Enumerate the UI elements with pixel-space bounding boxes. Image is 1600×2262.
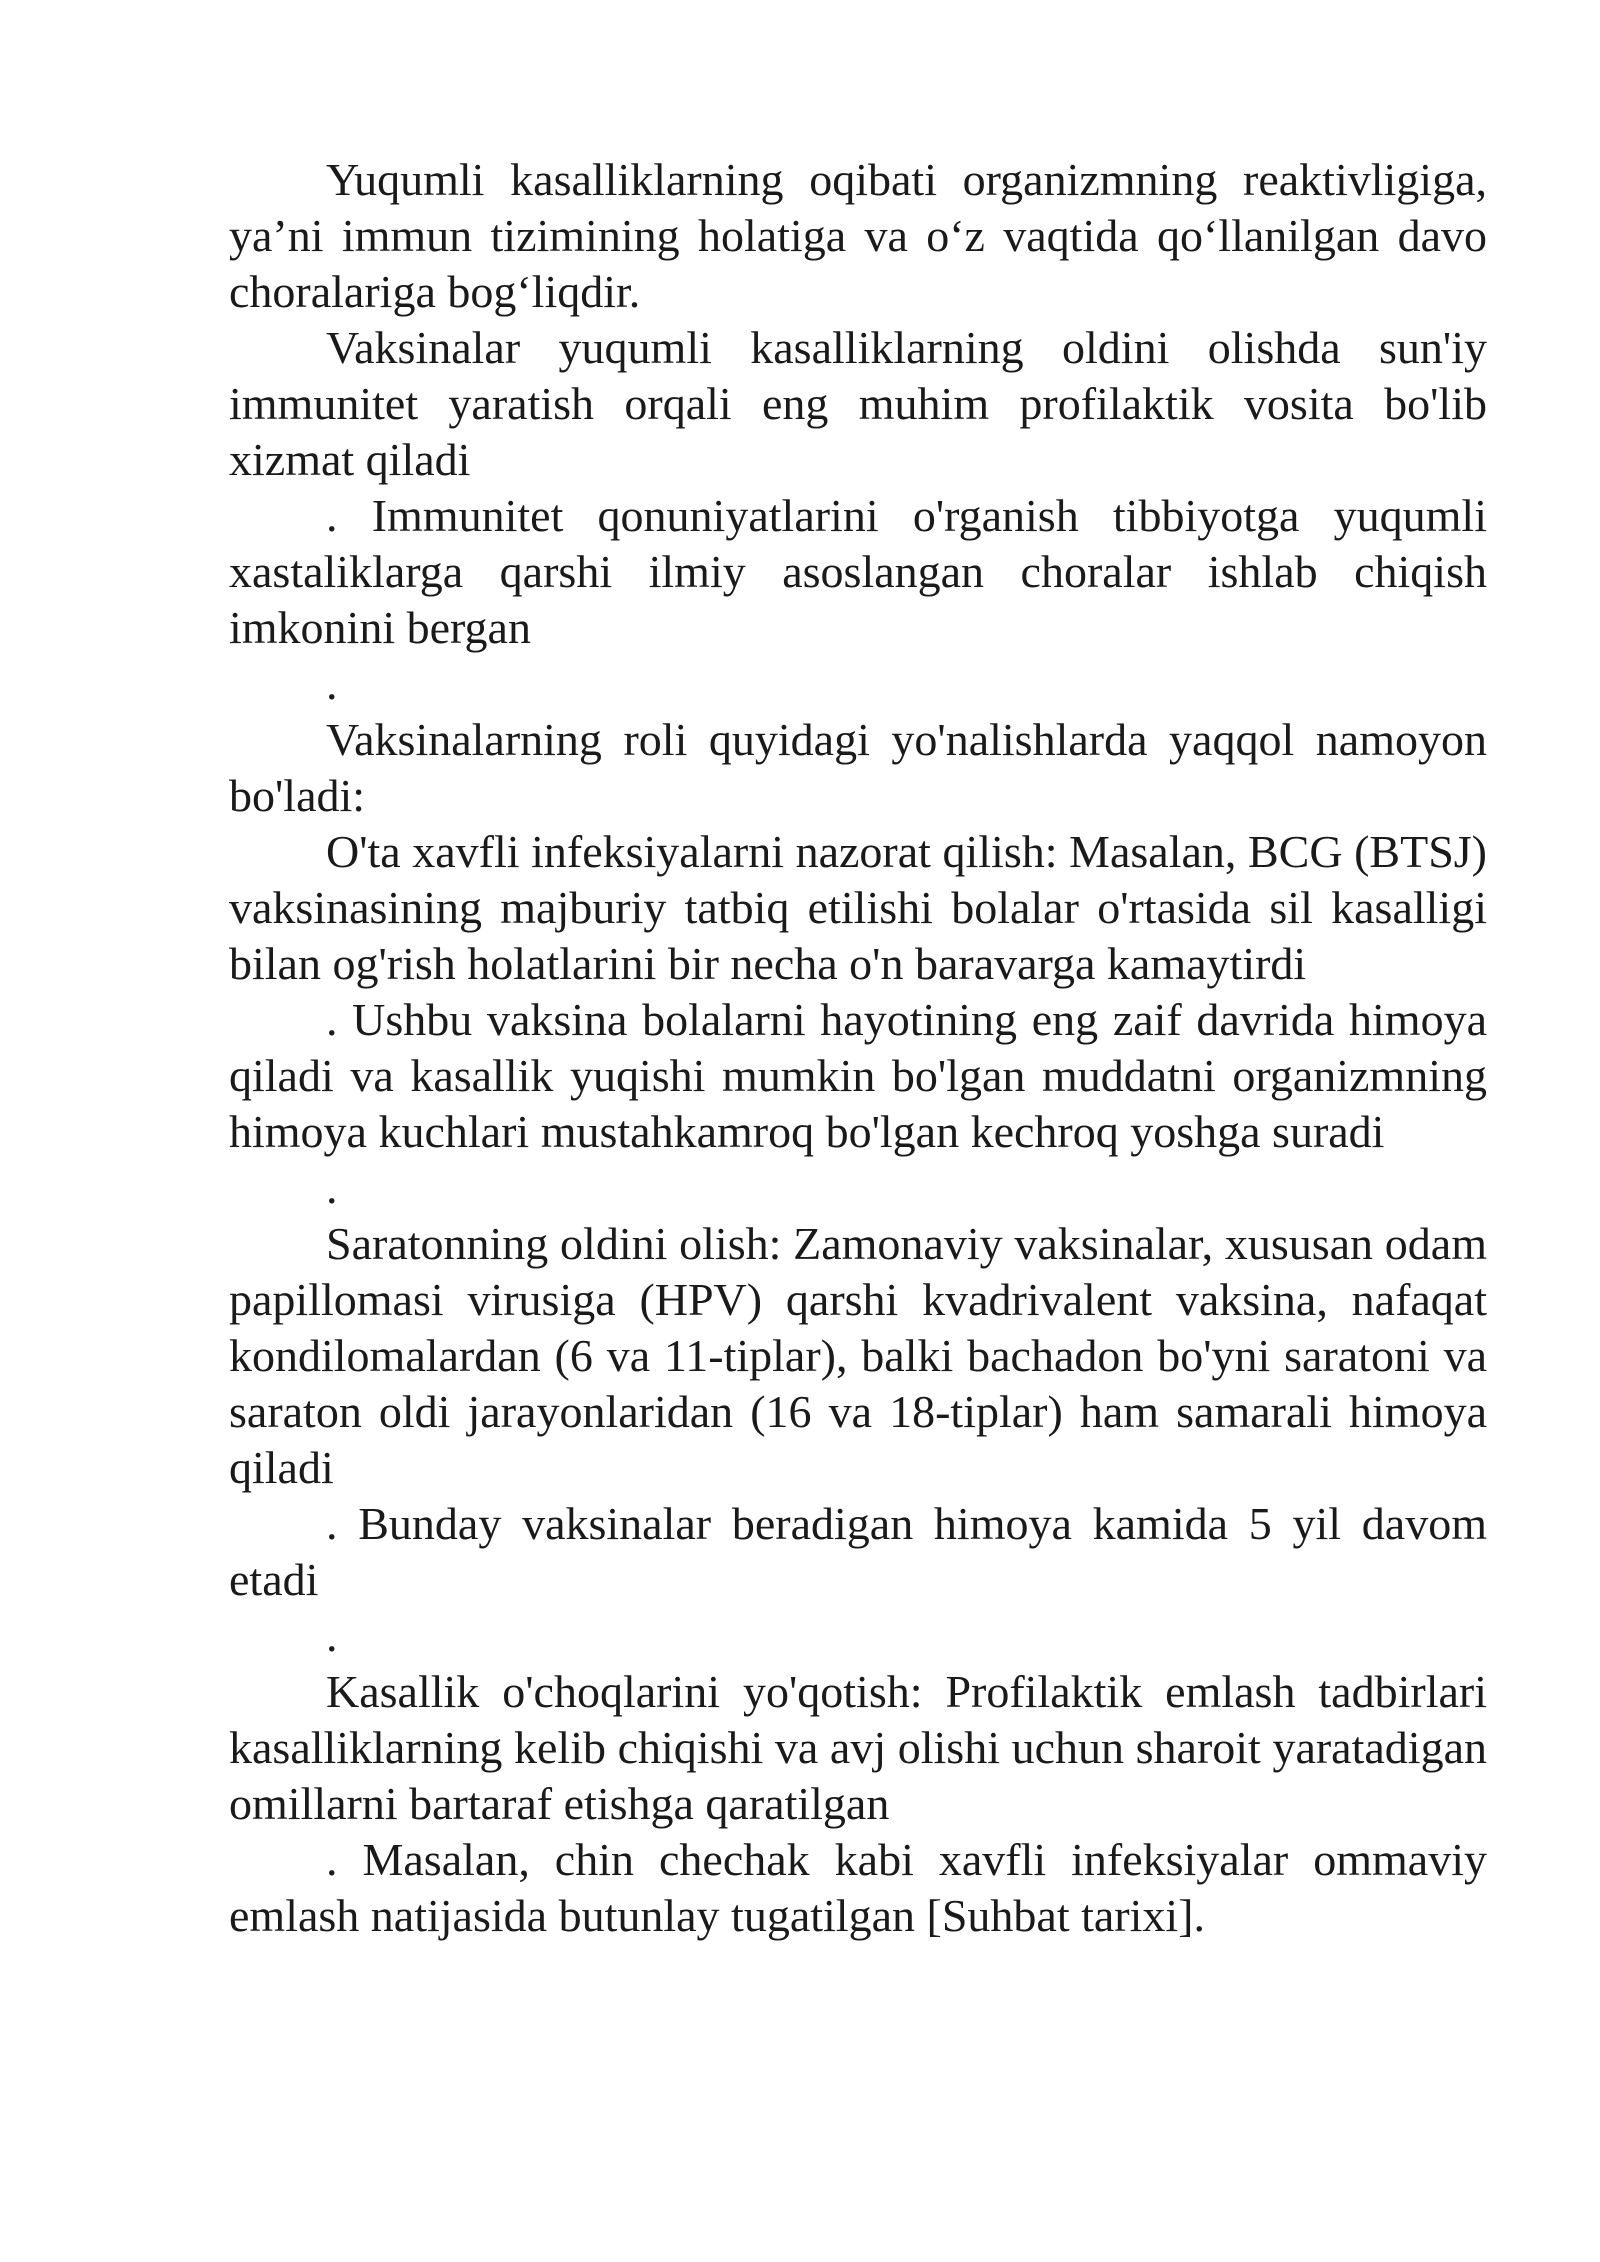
paragraph-intro: Yuqumli kasalliklarning oqibati organizmning reaktivligiga, ya’ni immun tizimining holatiga va o‘z vaqtida qo‘llanilgan davo choralariga bog‘liqdir.: [229, 154, 1487, 317]
paragraph-hpv-duration: . Bunday vaksinalar beradigan himoya kamida 5 yil davom etadi: [229, 1498, 1487, 1605]
paragraph-vaccines-role: Vaksinalar yuqumli kasalliklarning oldini olishda sun'iy immunitet yaratish orqali eng muhim profilaktik vosita bo'lib xizmat qiladi: [229, 322, 1487, 485]
paragraph-cancer-prevention: Saratonning oldini olish: Zamonaviy vaksinalar, xususan odam papillomasi virusiga (HPV) qarshi kvadrivalent vaksina, nafaqat kondilomalardan (6 va 11-tiplar), balki bachadon bo'yni saratoni va saraton oldi jarayonlaridan (16 va 18-tiplar) ham samarali himoya qiladi: [229, 1218, 1487, 1493]
paragraph-period-2: .: [326, 1162, 338, 1213]
paragraph-period-1: .: [326, 658, 338, 709]
paragraph-bcg-control: O'ta xavfli infeksiyalarni nazorat qilish: Masalan, BCG (BTSJ) vaksinasining majburiy tatbiq etilishi bolalar o'rtasida sil kasalligi bilan og'rish holatlarini bir necha o'n baravarga kamaytirdi: [229, 826, 1487, 989]
paragraph-bcg-protection: . Ushbu vaksina bolalarni hayotining eng zaif davrida himoya qiladi va kasallik yuqishi mumkin bo'lgan muddatni organizmning himoya kuchlari mustahkamroq bo'lgan kechroq yoshga suradi: [229, 994, 1487, 1157]
paragraph-smallpox: . Masalan, chin chechak kabi xavfli infeksiyalar ommaviy emlash natijasida butunlay tugatilgan [Suhbat tarixi].: [229, 1834, 1487, 1941]
paragraph-immunity-laws: . Immunitet qonuniyatlarini o'rganish tibbiyotga yuqumli xastaliklarga qarshi ilmiy asoslangan choralar ishlab chiqish imkonini bergan: [229, 490, 1487, 653]
paragraph-period-3: .: [326, 1610, 338, 1661]
document-page: [229, 152, 1487, 1944]
paragraph-focus-elimination: Kasallik o'choqlarini yo'qotish: Profilaktik emlash tadbirlari kasalliklarning kelib chiqishi va avj olishi uchun sharoit yaratadigan omillarni bartaraf etishga qaratilgan: [229, 1666, 1487, 1829]
paragraph-directions-intro: Vaksinalarning roli quyidagi yo'nalishlarda yaqqol namoyon bo'ladi:: [229, 714, 1487, 821]
